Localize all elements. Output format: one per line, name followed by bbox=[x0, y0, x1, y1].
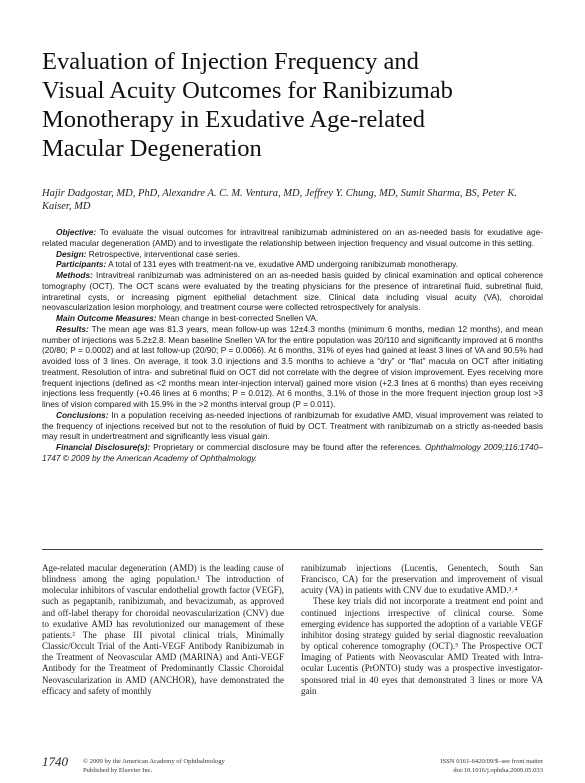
abstract-conclusions bbox=[42, 410, 543, 442]
abstract-label: Methods: bbox=[56, 270, 93, 280]
body-column-left bbox=[42, 563, 284, 697]
body-paragraph: Age-related macular degeneration (AMD) is the leading cause of blindness among the aging population.¹ The introduction of molecular inhibitors of vascular endothelial growth factor (VEGF), such as pegaptanib, ranibizumab, and bevacizumab, as approved and off-label therapy for choroidal neovascularization (CNV) due to exudative AMD has revolutionized our management of these patients.² The phase III pivotal clinical trials, Minimally Classic/Occult Trial of the Anti-VEGF Antibody Ranibizumab in the Treatment of Neovascular AMD (MARINA) and Anti-VEGF Antibody for the Treatment of Predominantly Classic Choroidal Neovascularization in AMD (ANCHOR), have demonstrated the efficacy and safety of monthly bbox=[42, 563, 284, 696]
article-title bbox=[42, 47, 562, 163]
author-list: Hajir Dadgostar, MD, PhD, Alexandre A. C. M. Ventura, MD, Jeffrey Y. Chung, MD, Sumit Sharma, BS, Peter K. Kaiser, MD bbox=[42, 188, 517, 212]
title-line: Evaluation of Injection Frequency and bbox=[42, 48, 419, 75]
abstract-text: In a population receiving as-needed injections of ranibizumab for exudative AMD, visual improvement was related to the frequency of injections received but not to the resolution of fluid by OCT. Treatment with ranibizumab on a strictly as-needed basis may result in undertreatment and significantly less visual gain. bbox=[42, 409, 544, 442]
title-line: Visual Acuity Outcomes for Ranibizumab bbox=[42, 77, 453, 104]
abstract-participants bbox=[42, 259, 543, 270]
issn-line: ISSN 0161-6420/09/$–see front matter bbox=[440, 758, 543, 765]
abstract-label: Design: bbox=[56, 248, 87, 259]
abstract-label: Financial Disclosure(s): bbox=[56, 442, 151, 452]
abstract-label: Objective: bbox=[56, 227, 97, 237]
abstract-methods bbox=[42, 270, 543, 313]
doi-line: doi:10.1016/j.ophtha.2009.05.033 bbox=[453, 767, 543, 774]
title-line: Monotherapy in Exudative Age-related bbox=[42, 106, 426, 133]
abstract bbox=[42, 227, 543, 464]
abstract-text: Intravitreal ranibizumab was administered on an as-needed basis guided by clinical examination and optical coherence tomography (OCT). The OCT scans were evaluated by the treating physicians for the presence of intraretinal fluid, subretinal fluid, intraretinal cysts, or increasing pigment epithelial detachment size. Clinical data including visual acuity (VA), choroidal neovascularization lesion morphology, and treatment course were collected retrospectively for analysis. bbox=[42, 270, 543, 313]
abstract-label: Results: bbox=[56, 323, 89, 334]
abstract-design bbox=[42, 249, 543, 260]
abstract-label: Participants: bbox=[56, 259, 107, 270]
abstract-results bbox=[42, 324, 543, 410]
abstract-text: A total of 131 eyes with treatment-na ve, exudative AMD undergoing ranibizumab monotherapy. bbox=[108, 259, 459, 270]
abstract-label: Main Outcome Measures: bbox=[56, 313, 157, 323]
abstract-outcome bbox=[42, 313, 543, 324]
body-column-right bbox=[301, 563, 543, 697]
abstract-text: The mean age was 81.3 years, mean follow-up was 12±4.3 months (minimum 6 months, median 12 months), and mean number of injections was 5.2±2.8. Mean baseline Snellen VA for the entire population was 20/110 and significantly improved at 6 months (20/80; P = 0.0002) and at last follow-up (20/90; P = 0.0066). At 6 months, 31% of eyes had gained at least 3 lines of VA and 90.5% had avoided loss of 3 lines. On average, it took 3.0 injections and 3.5 months to achieve a “dry” or “flat” macula on OCT after initiating treatment. Resolution of intra- and subretinal fluid on OCT did not correlate with the degree of vision improvement. Eyes receiving more frequent injections (defined as <2 months mean inter-injection interval) gained more vision (+2.3 lines at 6 months) than eyes receiving injections less frequently (+0.46 lines at 6 months; P = 0.012). At 6 months, 3.1% of those in the more frequent injection group lost >3 lines of vision compared with 15.9% in the >2 months interval group (P = 0.011). bbox=[42, 323, 544, 409]
section-divider bbox=[42, 549, 543, 550]
abstract-text: Proprietary or commercial disclosure may be found after the references. bbox=[153, 442, 423, 452]
body-paragraph: These key trials did not incorporate a treatment end point and continued injections irrespective of clinical course. Some emerging evidence has supported the adoption of a variable VEGF inhibitor dosing strategy guided by serial diagnostic reevaluation by optical coherence tomography (OCT).⁵ The Prospective OCT Imaging of Patients with Neovascular AMD Treated with Intra-ocular Lucentis (PrONTO) study was a prospective investigator-sponsored trial in 40 eyes that demonstrated 3 lines or more VA gain bbox=[301, 596, 543, 696]
abstract-disclosure bbox=[42, 442, 543, 464]
abstract-text: Mean change in best-corrected Snellen VA. bbox=[158, 313, 319, 323]
footer-identifiers bbox=[440, 757, 543, 775]
footer-copyright bbox=[83, 757, 225, 775]
title-line: Macular Degeneration bbox=[42, 135, 262, 162]
body-paragraph: ranibizumab injections (Lucentis, Genentech, South San Francisco, CA) for the preservation and improvement of visual acuity (VA) in patients with CNV due to exudative AMD.³˒⁴ bbox=[301, 563, 543, 596]
page-number: 1740 bbox=[42, 754, 68, 769]
abstract-objective bbox=[42, 227, 543, 249]
abstract-text: To evaluate the visual outcomes for intravitreal ranibizumab administered on an as-needed basis for exudative age-related macular degeneration (AMD) and to investigate the relationship between injection frequency and visual outcome in this setting. bbox=[42, 227, 544, 248]
publisher-line: Published by Elsevier Inc. bbox=[83, 767, 153, 774]
abstract-text: Retrospective, interventional case series. bbox=[88, 248, 241, 259]
copyright-line: © 2009 by the American Academy of Ophthalmology bbox=[83, 758, 225, 765]
journal-citation: Ophthalmology 2009;116:1740–1747 © 2009 by the American Academy of Ophthalmology. bbox=[42, 442, 543, 463]
abstract-label: Conclusions: bbox=[56, 409, 109, 420]
